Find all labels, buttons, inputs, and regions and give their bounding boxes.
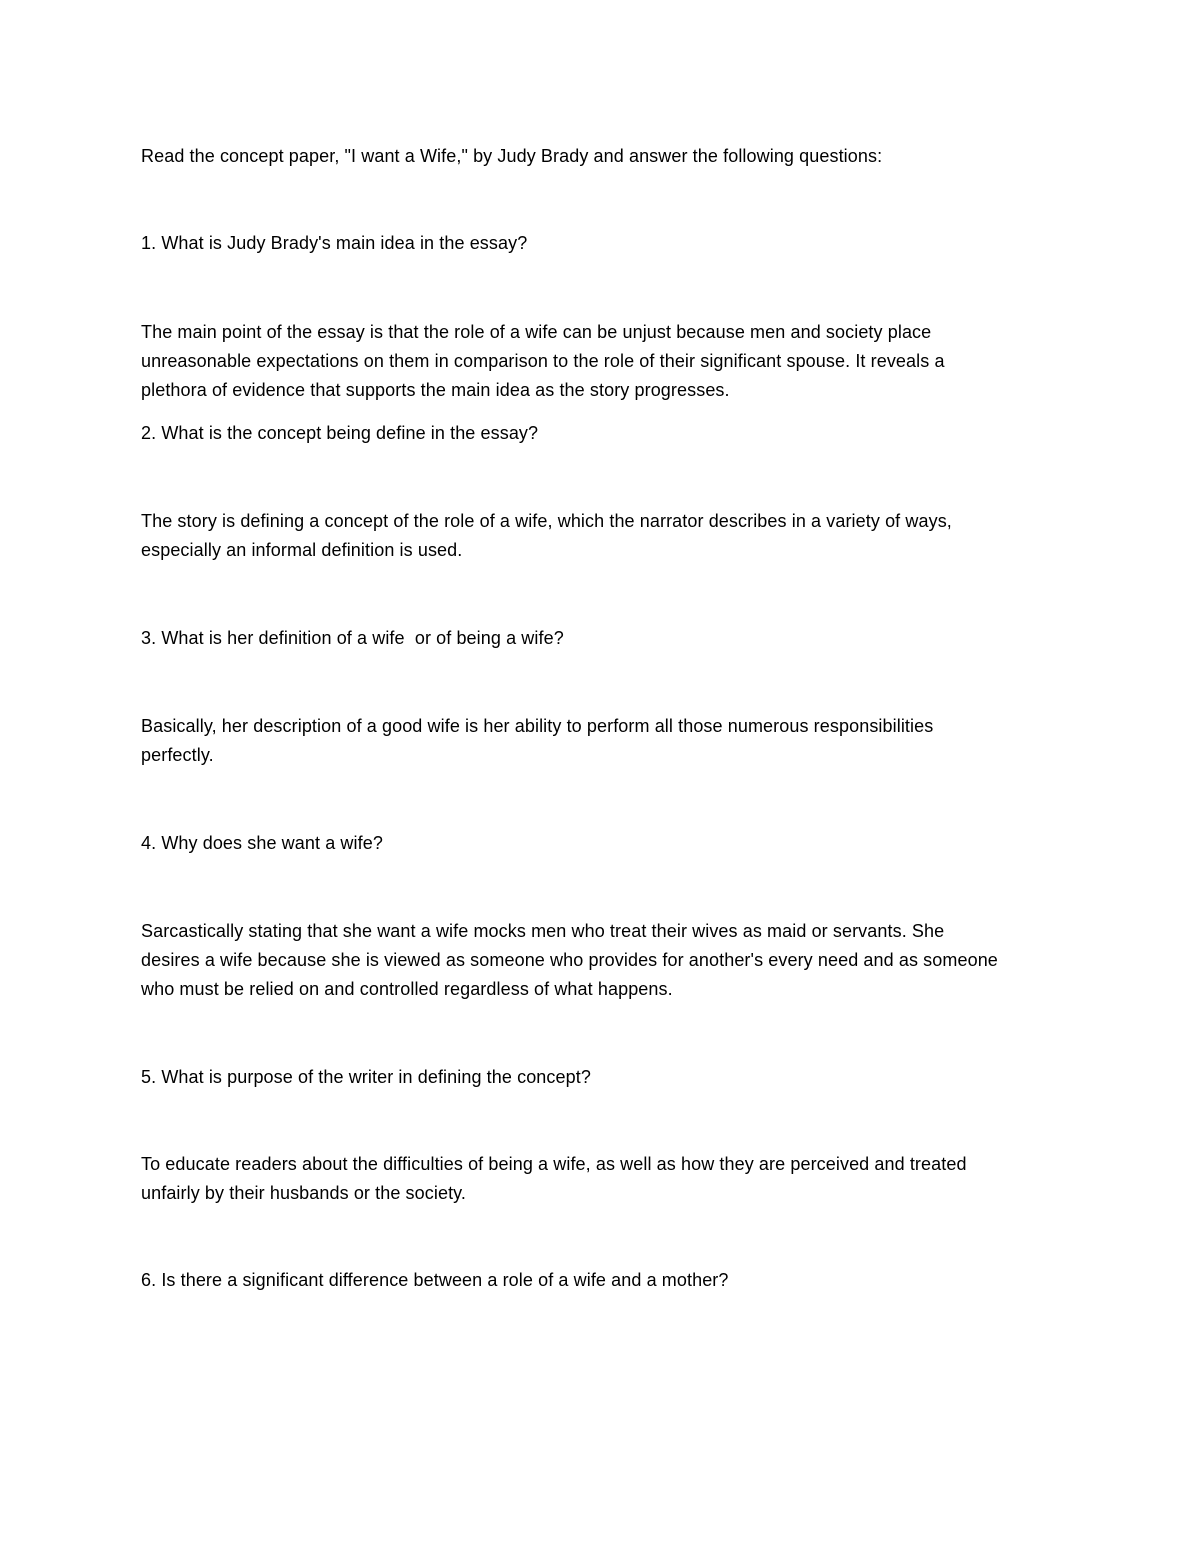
question-6: 6. Is there a significant difference between a role of a wife and a mother? [141, 1270, 729, 1290]
answer-3-line-2: perfectly. [141, 745, 214, 765]
answer-2-line-2: especially an informal definition is used. [141, 540, 463, 560]
answer-5-line-1: To educate readers about the difficulties of being a wife, as well as how they are perceived and treated [141, 1154, 967, 1174]
question-5: 5. What is purpose of the writer in defining the concept? [141, 1067, 591, 1087]
question-2: 2. What is the concept being define in the essay? [141, 423, 539, 443]
answer-3-line-1: Basically, her description of a good wife is her ability to perform all those numerous responsibilities [141, 716, 934, 736]
question-3: 3. What is her definition of a wife or of being a wife? [141, 628, 564, 648]
answer-1-line-2: unreasonable expectations on them in comparison to the role of their significant spouse. It reveals a [141, 351, 945, 371]
answer-4-line-1: Sarcastically stating that she want a wife mocks men who treat their wives as maid or servants. She [141, 921, 945, 941]
answer-1-line-3: plethora of evidence that supports the main idea as the story progresses. [141, 380, 730, 400]
question-1: 1. What is Judy Brady's main idea in the essay? [141, 233, 528, 253]
answer-1-line-1: The main point of the essay is that the role of a wife can be unjust because men and society place [141, 322, 932, 342]
answer-2-line-1: The story is defining a concept of the role of a wife, which the narrator describes in a variety of ways, [141, 511, 952, 531]
instruction-text: Read the concept paper, "I want a Wife," by Judy Brady and answer the following questions: [141, 146, 883, 166]
question-4: 4. Why does she want a wife? [141, 833, 383, 853]
answer-4-line-2: desires a wife because she is viewed as someone who provides for another's every need and as someone [141, 950, 998, 970]
answer-4-line-3: who must be relied on and controlled regardless of what happens. [141, 979, 673, 999]
answer-5-line-2: unfairly by their husbands or the society. [141, 1183, 467, 1203]
